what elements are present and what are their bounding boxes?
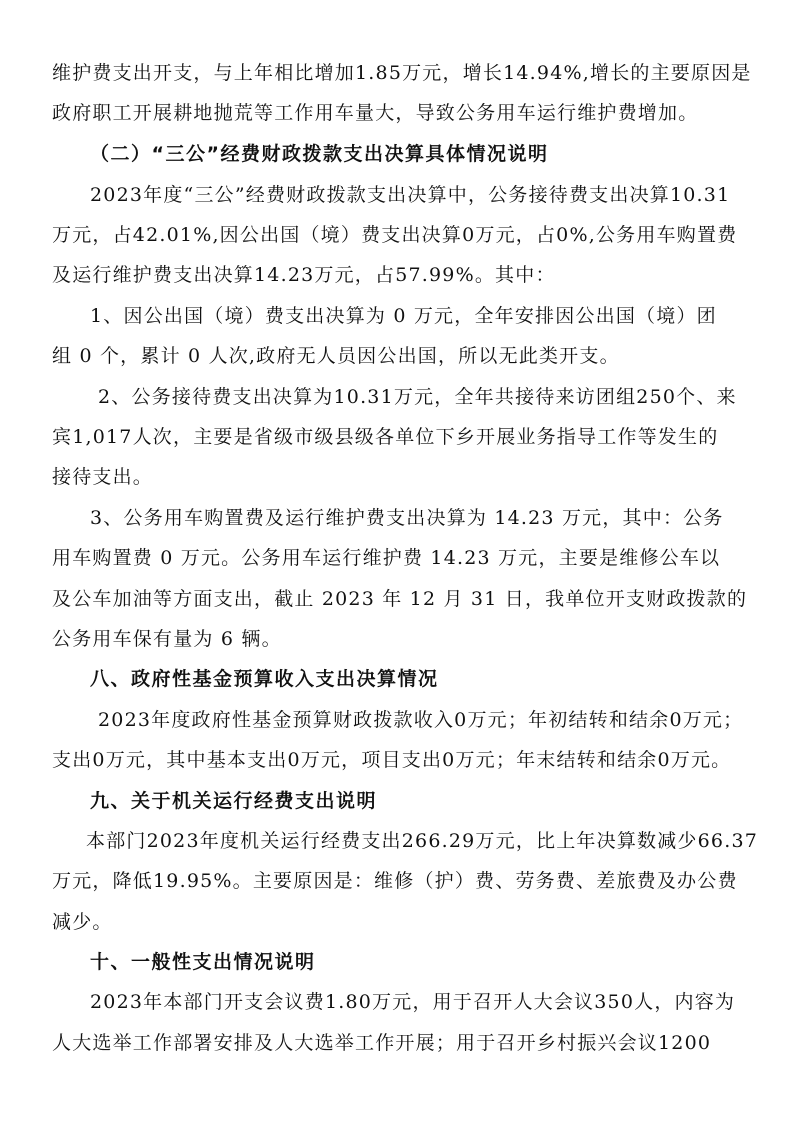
paragraph-line: 1、因公出国（境）费支出决算为 0 万元，全年安排因公出国（境）团	[90, 305, 717, 327]
paragraph-line: 政府职工开展耕地抛荒等工作用车量大，导致公务用车运行维护费增加。	[52, 102, 699, 124]
paragraph-line: 宾1,017人次，主要是省级市级县级各单位下乡开展业务指导工作等发生的	[52, 426, 719, 448]
paragraph-line: 及运行维护费支出决算14.23万元，占57.99%。其中：	[52, 264, 556, 286]
paragraph-line: 及公车加油等方面支出，截止 2023 年 12 月 31 日，我单位开支财政拨款的	[52, 588, 748, 610]
paragraph-line: 2、公务接待费支出决算为10.31万元，全年共接待来访团组250个、来	[98, 386, 737, 408]
paragraph-line: 2023年度“三公”经费财政拨款支出决算中，公务接待费支出决算10.31	[90, 184, 731, 206]
paragraph-line: 接待支出。	[52, 466, 154, 488]
paragraph-line: 组 0 个，累计 0 人次,政府无人员因公出国，所以无此类开支。	[52, 345, 620, 367]
paragraph-line: 支出0万元，其中基本支出0万元，项目支出0万元；年末结转和结余0万元。	[52, 749, 732, 771]
paragraph-line: 减少。	[52, 911, 113, 933]
paragraph-line: 维护费支出开支，与上年相比增加1.85万元，增长14.94%,增长的主要原因是	[52, 62, 752, 84]
section-heading: 十、一般性支出情况说明	[90, 951, 316, 973]
paragraph-line: 公务用车保有量为 6 辆。	[52, 628, 282, 650]
paragraph-line: 用车购置费 0 万元。公务用车运行维护费 14.23 万元，主要是维修公车以	[52, 547, 721, 569]
paragraph-line: 3、公务用车购置费及运行维护费支出决算为 14.23 万元，其中：公务	[90, 507, 724, 529]
paragraph-line: 本部门2023年度机关运行经费支出266.29万元，比上年决算数减少66.37	[86, 830, 759, 852]
section-heading: 八、政府性基金预算收入支出决算情况	[90, 668, 439, 690]
paragraph-line: 万元，降低19.95%。主要原因是：维修（护）费、劳务费、差旅费及办公费	[52, 870, 738, 892]
paragraph-line: 2023年本部门开支会议费1.80万元，用于召开人大会议350人，内容为	[90, 991, 736, 1013]
paragraph-line: 万元，占42.01%,因公出国（境）费支出决算0万元，占0%,公务用车购置费	[52, 224, 738, 246]
paragraph-line: 人大选举工作部署安排及人大选举工作开展；用于召开乡村振兴会议1200	[52, 1032, 712, 1054]
section-heading: （二）“三公”经费财政拨款支出决算具体情况说明	[90, 143, 549, 165]
section-heading: 九、关于机关运行经费支出说明	[90, 790, 378, 812]
paragraph-line: 2023年度政府性基金预算财政拨款收入0万元；年初结转和结余0万元；	[98, 709, 744, 731]
